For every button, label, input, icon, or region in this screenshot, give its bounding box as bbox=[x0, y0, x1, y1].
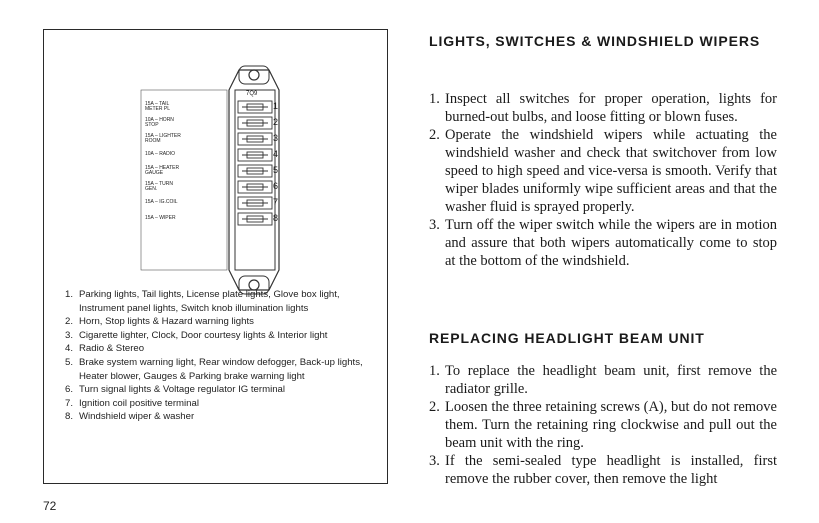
step-item: 3. If the semi-sealed type headlight is installed, first remove the rubber cover, then remove the light bbox=[429, 453, 777, 487]
legend-item: 6. Turn signal lights & Voltage regulator IG terminal bbox=[65, 384, 286, 396]
fuse-label-2: 10A – HORN STOP bbox=[145, 117, 174, 128]
fuse-label-7: 15A – IG.COIL bbox=[145, 199, 178, 205]
legend-item: 7. Ignition coil positive terminal bbox=[65, 397, 199, 409]
step-item: 1. To replace the headlight beam unit, first remove the radiator grille. bbox=[429, 363, 777, 397]
step-item: 1. Inspect all switches for proper operation, lights for burned-out bulbs, and loose fitting or blown fuses. bbox=[429, 91, 777, 125]
diagram-header: 7Q9 bbox=[246, 91, 258, 97]
fuse-number-6: 6 bbox=[273, 181, 279, 191]
legend-item: 4. Radio & Stereo bbox=[65, 343, 145, 355]
step-item: 2. Operate the windshield wipers while actuating the windshield washer and check that switchover from low speed to high speed and vice-versa is smooth. Verify that wiper blades uniformly wipe sufficient areas and that the washer fluid is sprayed properly. bbox=[429, 127, 777, 215]
legend-item: 3. Cigarette lighter, Clock, Door courtesy lights & Interior light bbox=[65, 329, 328, 341]
legend-item: 1. Parking lights, Tail lights, License plate lights, Glove box light, Instrument panel lights, Switch knob illumination lights bbox=[65, 289, 340, 314]
fuse-box-diagram bbox=[139, 60, 299, 300]
fuse-label-4: 10A – RADIO bbox=[145, 151, 176, 157]
steps-lights bbox=[429, 90, 777, 270]
fuse-number-4: 4 bbox=[273, 149, 279, 159]
legend-item: 8. Windshield wiper & washer bbox=[65, 411, 195, 423]
section-heading-lights: LIGHTS, SWITCHES & WINDSHIELD WIPERS bbox=[429, 33, 761, 49]
section-heading-headlight: REPLACING HEADLIGHT BEAM UNIT bbox=[429, 330, 705, 346]
fuse-block-drawing bbox=[139, 60, 299, 300]
fuse-number-2: 2 bbox=[273, 117, 279, 127]
fuse-label-5: 15A – HEATER GAUGE bbox=[145, 165, 180, 176]
step-item: 2. Loosen the three retaining screws (A), but do not remove them. Turn the retaining ring clockwise and pull out the beam unit with the ring. bbox=[429, 399, 777, 451]
fuse-label-6: 15A – TURN GEN. bbox=[145, 181, 173, 192]
fuse-legend bbox=[65, 288, 365, 424]
fuse-label-8: 15A – WIPER bbox=[145, 215, 176, 221]
legend-item: 5. Brake system warning light, Rear window defogger, Back-up lights, Heater blower, Gauges & Parking brake warning light bbox=[65, 356, 363, 382]
fuse-slots bbox=[238, 101, 272, 225]
step-item: 3. Turn off the wiper switch while the wipers are in motion and assure that both wipers automatically come to stop at the bottom of the windshield. bbox=[429, 217, 777, 269]
fuse-number-1: 1 bbox=[273, 101, 279, 111]
fuse-label-1: 15A – TAIL METER PL bbox=[145, 101, 171, 112]
fuse-number-7: 7 bbox=[273, 197, 279, 207]
steps-headlight bbox=[429, 362, 777, 488]
fuse-number-8: 8 bbox=[273, 213, 279, 223]
fuse-box-figure bbox=[43, 29, 388, 484]
legend-item: 2. Horn, Stop lights & Hazard warning lights bbox=[65, 316, 254, 328]
fuse-number-5: 5 bbox=[273, 165, 279, 175]
fuse-label-3: 15A – LIGHTER ROOM bbox=[145, 133, 181, 144]
page-number: 72 bbox=[43, 499, 57, 513]
fuse-number-3: 3 bbox=[273, 133, 279, 143]
